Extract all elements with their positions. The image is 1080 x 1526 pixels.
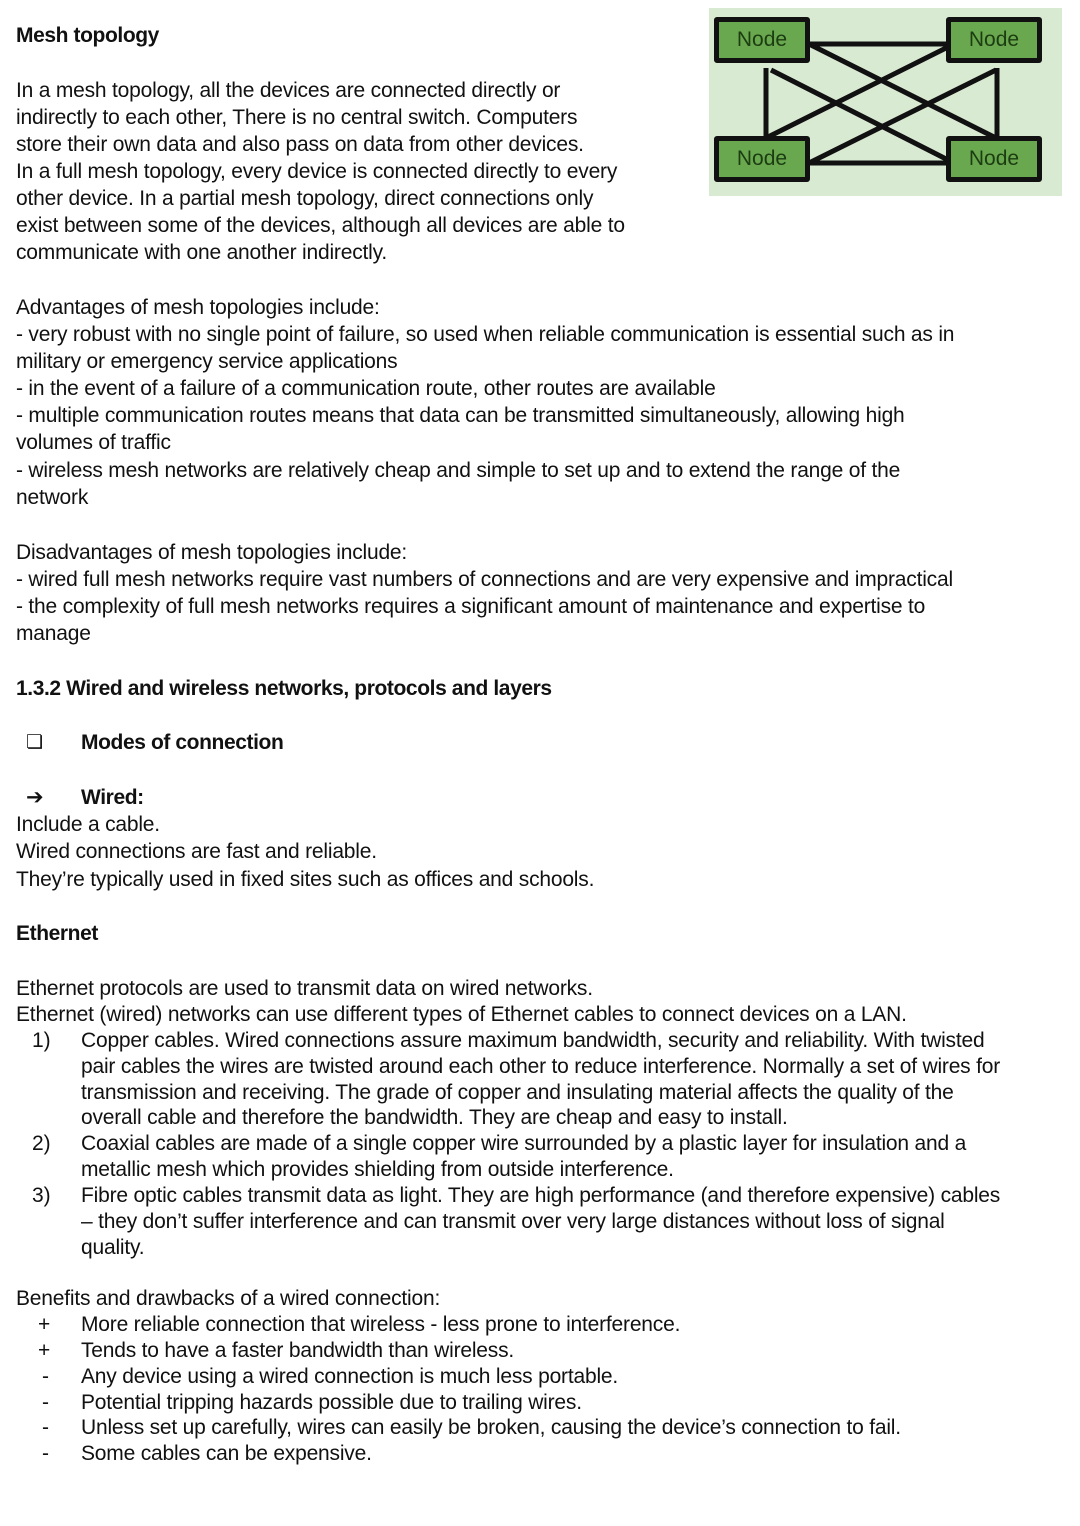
text-line: In a full mesh topology, every device is connected directly to every xyxy=(16,160,618,183)
text-line: They’re typically used in fixed sites such as offices and schools. xyxy=(16,868,595,891)
list-item: Unless set up carefully, wires can easily be broken, causing the device’s connection to fail. xyxy=(81,1416,901,1439)
mesh-topology-heading: Mesh topology xyxy=(16,24,159,47)
list-number: 3) xyxy=(32,1184,51,1207)
ethernet-heading: Ethernet xyxy=(16,922,98,945)
text-line: In a mesh topology, all the devices are connected directly or xyxy=(16,79,561,102)
text-line: - wireless mesh networks are relatively cheap and simple to set up and to extend the range of the xyxy=(16,459,901,482)
text-line: quality. xyxy=(81,1236,145,1259)
node-bottom-right: Node xyxy=(946,136,1042,182)
text-line: metallic mesh which provides shielding from outside interference. xyxy=(81,1158,674,1181)
modes-of-connection-label: Modes of connection xyxy=(81,731,284,754)
mesh-topology-diagram xyxy=(709,8,1062,196)
text-line: Ethernet (wired) networks can use different types of Ethernet cables to connect devices on a LAN. xyxy=(16,1003,907,1026)
list-item: Tends to have a faster bandwidth than wireless. xyxy=(81,1339,515,1362)
minus-sign: - xyxy=(42,1416,49,1439)
section-heading: 1.3.2 Wired and wireless networks, protocols and layers xyxy=(16,677,552,700)
text-line: - wired full mesh networks require vast numbers of connections and are very expensive and impractical xyxy=(16,568,953,591)
text-line: - in the event of a failure of a communication route, other routes are available xyxy=(16,377,716,400)
text-line: exist between some of the devices, although all devices are able to xyxy=(16,214,625,237)
list-item: Some cables can be expensive. xyxy=(81,1442,372,1465)
text-line: - multiple communication routes means that data can be transmitted simultaneously, allowing high xyxy=(16,404,905,427)
node-top-right: Node xyxy=(946,17,1042,63)
list-number: 1) xyxy=(32,1029,51,1052)
text-line: store their own data and also pass on data from other devices. xyxy=(16,133,584,156)
minus-sign: - xyxy=(42,1391,49,1414)
minus-sign: - xyxy=(42,1442,49,1465)
text-line: Wired connections are fast and reliable. xyxy=(16,840,377,863)
arrow-bullet-icon: ➔ xyxy=(26,786,44,809)
text-line: Coaxial cables are made of a single copper wire surrounded by a plastic layer for insulation and a xyxy=(81,1132,967,1155)
text-line: other device. In a partial mesh topology, direct connections only xyxy=(16,187,594,210)
text-line: pair cables the wires are twisted around each other to reduce interference. Normally a set of wires for xyxy=(81,1055,1001,1078)
wired-label: Wired: xyxy=(81,786,144,809)
list-number: 2) xyxy=(32,1132,51,1155)
text-line: volumes of traffic xyxy=(16,431,171,454)
minus-sign: - xyxy=(42,1365,49,1388)
node-bottom-left: Node xyxy=(714,136,810,182)
text-line: Fibre optic cables transmit data as light. They are high performance (and therefore expensive) cables xyxy=(81,1184,1001,1207)
text-line: Include a cable. xyxy=(16,813,160,836)
text-line: - very robust with no single point of failure, so used when reliable communication is essential such as in xyxy=(16,323,955,346)
benefits-title: Benefits and drawbacks of a wired connection: xyxy=(16,1287,441,1310)
text-line: Ethernet protocols are used to transmit data on wired networks. xyxy=(16,977,593,1000)
list-item: Any device using a wired connection is much less portable. xyxy=(81,1365,619,1388)
text-line: – they don’t suffer interference and can transmit over very large distances without loss of signal xyxy=(81,1210,945,1233)
text-line: manage xyxy=(16,622,91,645)
text-line: - the complexity of full mesh networks requires a significant amount of maintenance and expertise to xyxy=(16,595,926,618)
list-item: Potential tripping hazards possible due to trailing wires. xyxy=(81,1391,582,1414)
plus-sign: + xyxy=(38,1339,51,1362)
text-line: communicate with one another indirectly. xyxy=(16,241,387,264)
advantages-title: Advantages of mesh topologies include: xyxy=(16,296,380,319)
plus-sign: + xyxy=(38,1313,51,1336)
text-line: transmission and receiving. The grade of copper and insulating material affects the quality of the xyxy=(81,1081,954,1104)
text-line: network xyxy=(16,486,89,509)
text-line: Copper cables. Wired connections assure maximum bandwidth, security and reliability. With twisted xyxy=(81,1029,985,1052)
node-top-left: Node xyxy=(714,17,810,63)
text-line: indirectly to each other, There is no central switch. Computers xyxy=(16,106,578,129)
checkbox-bullet-icon: ❏ xyxy=(26,732,44,753)
text-line: military or emergency service applications xyxy=(16,350,398,373)
text-line: overall cable and therefore the bandwidth. They are cheap and easy to install. xyxy=(81,1106,788,1129)
disadvantages-title: Disadvantages of mesh topologies include: xyxy=(16,541,408,564)
list-item: More reliable connection that wireless - less prone to interference. xyxy=(81,1313,681,1336)
